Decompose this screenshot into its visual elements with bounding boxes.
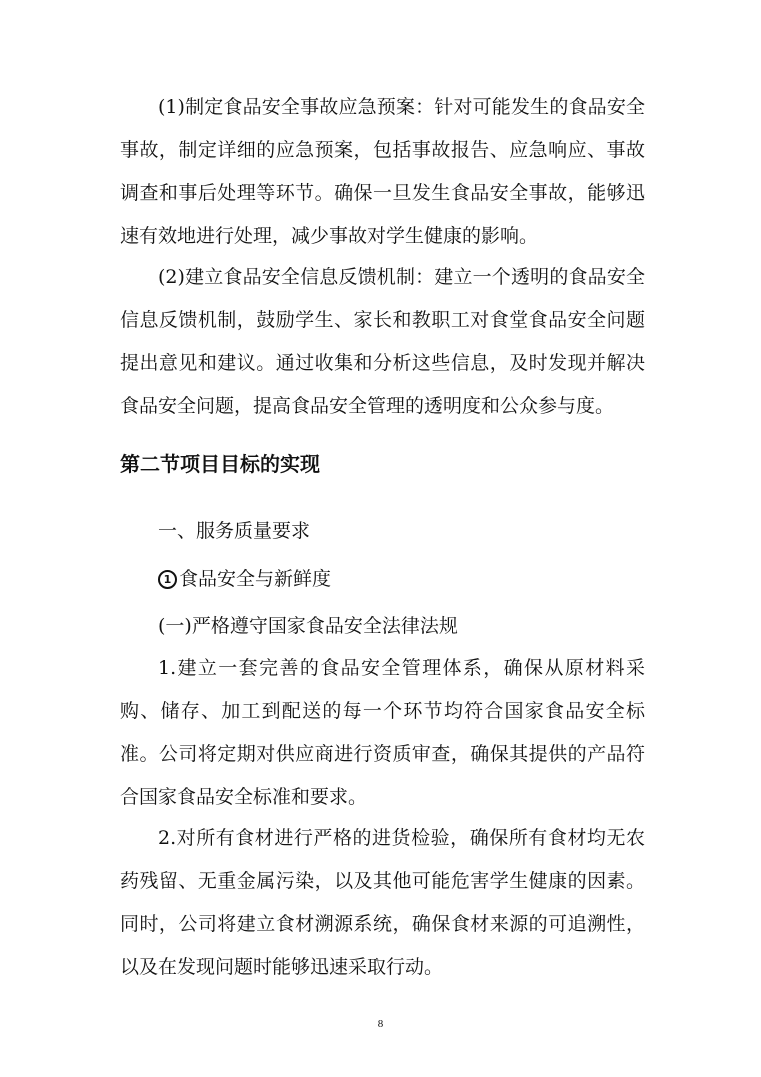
paragraph-management-system: 1.建立一套完善的食品安全管理体系，确保从原材料采购、储存、加工到配送的每一个环节均符合国家食品安全标准。公司将定期对供应商进行资质审查，确保其提供的产品符合国家食品安全标准和要求。 bbox=[120, 657, 645, 808]
subheading-food-safety-freshness-label: 食品安全与新鲜度 bbox=[179, 568, 332, 590]
paragraph-feedback-mechanism: (2)建立食品安全信息反馈机制：建立一个透明的食品安全信息反馈机制，鼓励学生、家长和教职工对食堂食品安全问题提出意见和建议。通过收集和分析这些信息，及时发现并解决食品安全问题，提高食品安全管理的透明度和公众参与度。 bbox=[120, 266, 645, 417]
subheading-service-quality: 一、服务质量要求 bbox=[158, 520, 311, 542]
circled-number-icon: 1 bbox=[158, 570, 177, 589]
subheading-laws-compliance: (一)严格遵守国家食品安全法律法规 bbox=[158, 615, 458, 637]
page-number: 8 bbox=[377, 1018, 384, 1030]
subheading-food-safety-freshness bbox=[158, 566, 331, 592]
section-heading: 第二节项目目标的实现 bbox=[120, 452, 320, 476]
paragraph-incoming-inspection: 2.对所有食材进行严格的进货检验，确保所有食材均无农药残留、无重金属污染，以及其他可能危害学生健康的因素。同时，公司将建立食材溯源系统，确保食材来源的可追溯性，以及在发现问题时能够迅速采取行动。 bbox=[120, 827, 645, 978]
paragraph-emergency-plan: (1)制定食品安全事故应急预案：针对可能发生的食品安全事故，制定详细的应急预案，包括事故报告、应急响应、事故调查和事后处理等环节。确保一旦发生食品安全事故，能够迅速有效地进行处理，减少事故对学生健康的影响。 bbox=[120, 96, 645, 247]
